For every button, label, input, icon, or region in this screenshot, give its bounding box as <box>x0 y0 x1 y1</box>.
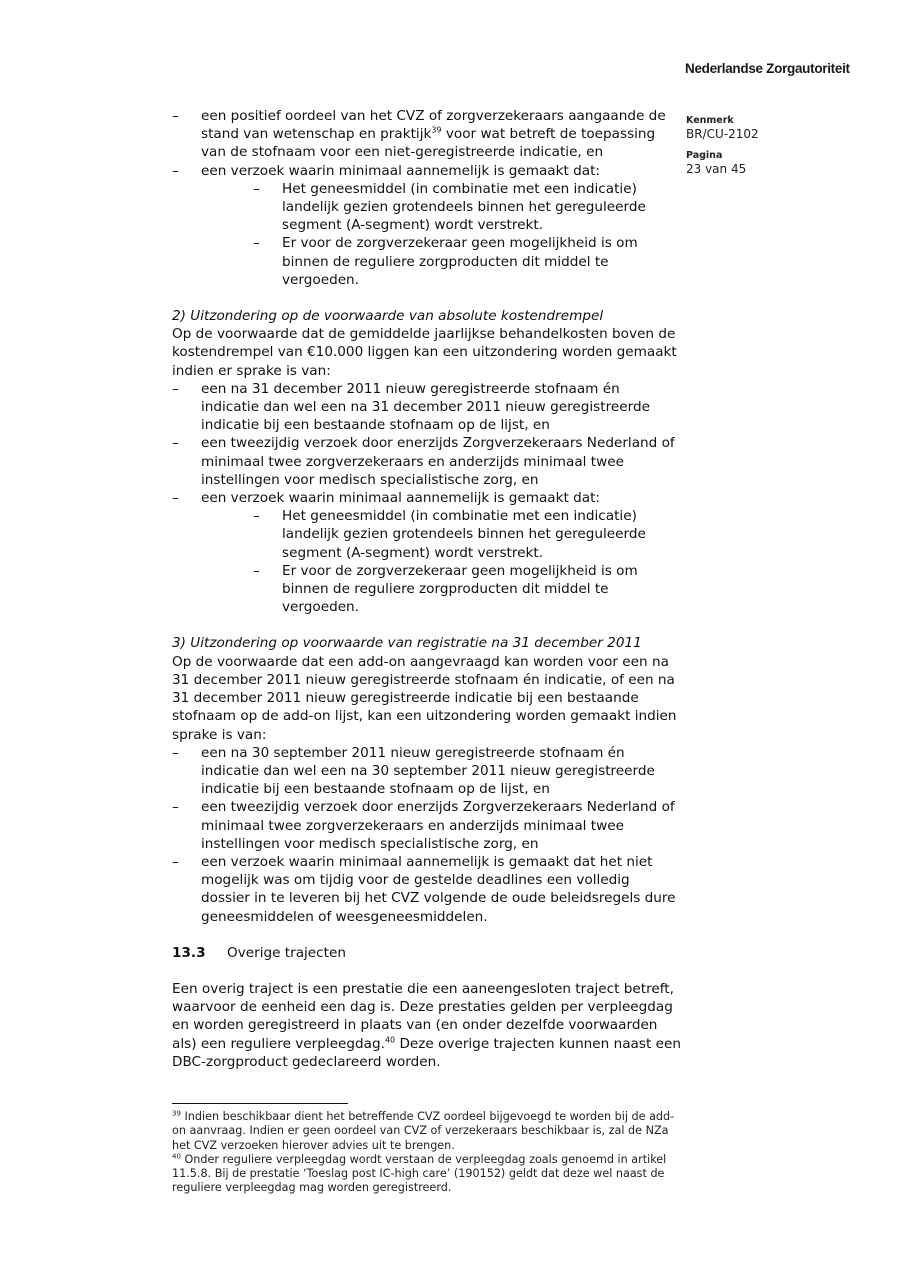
dash-bullet: – <box>172 490 179 507</box>
pagina-label: Pagina <box>686 150 723 161</box>
list-item: – een tweezijdig verzoek door enerzijds Zorgverzekeraars Nederland of minimaal twee zorgverzekeraars en anderzijds minimaal twee instellingen voor medisch specialistische zorg, en <box>172 435 675 488</box>
dash-bullet: – <box>172 162 179 179</box>
kenmerk-block <box>686 115 759 142</box>
section-number: 13.3 <box>172 944 206 961</box>
dash-bullet: – <box>172 380 179 397</box>
dash-bullet: – <box>253 180 260 197</box>
footnote-number: 39 <box>172 1109 181 1118</box>
footnote-39: $^{39}$ Indien beschikbaar dient het betreffende CVZ oordeel bijgevoegd te worden bij de add-on aanvraag. Indien er geen oordeel van CVZ of verzekeraars beschikbaar is, zal de NZa het CVZ verzoeken hierover advies uit te brengen. <box>172 1109 675 1152</box>
sub-list-item: – Het geneesmiddel (in combinatie met een indicatie) landelijk gezien grotendeels binnen het gereguleerde segment (A-segment) wordt verstrekt. <box>253 508 646 561</box>
kenmerk-value: BR/CU-2102 <box>686 127 759 141</box>
dash-bullet: – <box>172 435 179 452</box>
pagina-value: 23 van 45 <box>686 162 747 176</box>
section-2-heading: 2) Uitzondering op de voorwaarde van absolute kostendrempel <box>172 308 604 325</box>
list-item: – een verzoek waarin minimaal aannemelijk is gemaakt dat het niet mogelijk was om tijdig voor de gestelde deadlines een volledig dossier in te leveren bij het CVZ volgende de oude beleidsregels dure geneesmiddelen of weesgeneesmiddelen. <box>172 853 676 925</box>
section-13-3-heading <box>172 944 682 962</box>
section-3-intro: Op de voorwaarde dat een add-on aangevraagd kan worden voor een na 31 december 2011 nieuw geregistreerde stofnaam én indicatie, of een na 31 december 2011 nieuw geregistreerde indicatie bij een bestaande stofnaam op de add-on lijst, kan een uitzondering worden gemaakt indien sprake is van: <box>172 653 677 743</box>
dash-bullet: – <box>253 562 260 579</box>
dash-bullet: – <box>172 853 179 870</box>
kenmerk-label: Kenmerk <box>686 115 734 126</box>
footnote-ref[interactable]: 40 <box>384 1035 396 1045</box>
footnote-divider <box>172 1103 348 1104</box>
dash-bullet: – <box>253 235 260 252</box>
list-item: – een verzoek waarin minimaal aannemelijk is gemaakt dat: <box>172 162 601 179</box>
section-13-3-paragraph: Een overig traject is een prestatie die een aaneengesloten traject betreft, waarvoor de eenheid een dag is. Deze prestaties gelden per verpleegdag en worden geregistreerd in plaats van (en onder dezelfde voorwaarden als) een reguliere verpleegdag.$^{40}$ Deze overige trajecten kunnen naast een DBC-zorgproduct gedeclareerd worden. <box>172 980 681 1070</box>
section-title: Overige trajecten <box>227 944 346 961</box>
section-2-intro: Op de voorwaarde dat de gemiddelde jaarlijkse behandelkosten boven de kostendrempel van €10.000 liggen kan een uitzondering worden gemaakt indien er sprake is van: <box>172 326 677 379</box>
organization-name: Nederlandse Zorgautoriteit <box>685 61 850 76</box>
document-body <box>172 107 682 1071</box>
dash-bullet: – <box>172 108 179 124</box>
pagina-block <box>686 150 746 177</box>
footnote-40: $^{40}$ Onder reguliere verpleegdag wordt verstaan de verpleegdag zoals genoemd in artikel 11.5.8. Bij de prestatie ‘Toeslag post IC-high care’ (190152) geldt dat deze wel naast de reguliere verpleegdag mag worden geregistreerd. <box>172 1152 667 1195</box>
dash-bullet: – <box>253 508 260 525</box>
sub-list-item: – Het geneesmiddel (in combinatie met een indicatie) landelijk gezien grotendeels binnen het gereguleerde segment (A-segment) wordt verstrekt. <box>253 180 646 234</box>
footnote-number: 40 <box>172 1152 181 1161</box>
sub-list-item: – Er voor de zorgverzekeraar geen mogelijkheid is om binnen de reguliere zorgproducten dit middel te vergoeden. <box>253 562 638 616</box>
list-item: – een tweezijdig verzoek door enerzijds Zorgverzekeraars Nederland of minimaal twee zorgverzekeraars en anderzijds minimaal twee instellingen voor medisch specialistische zorg, en <box>172 799 675 852</box>
list-item: – een verzoek waarin minimaal aannemelijk is gemaakt dat: <box>172 490 601 507</box>
list-item: – een na 30 september 2011 nieuw geregistreerde stofnaam én indicatie dan wel een na 30 september 2011 nieuw geregistreerde indicatie bij een bestaande stofnaam op de lijst, en <box>172 744 655 798</box>
section-3-heading: 3) Uitzondering op voorwaarde van registratie na 31 december 2011 <box>172 635 642 652</box>
footnote-ref[interactable]: 39 <box>431 125 442 135</box>
dash-bullet: – <box>172 799 179 816</box>
sub-list-item: – Er voor de zorgverzekeraar geen mogelijkheid is om binnen de reguliere zorgproducten dit middel te vergoeden. <box>253 235 638 288</box>
dash-bullet: – <box>172 744 179 761</box>
list-item: – een na 31 december 2011 nieuw geregistreerde stofnaam én indicatie dan wel een na 31 december 2011 nieuw geregistreerde indicatie bij een bestaande stofnaam op de lijst, en <box>172 380 650 434</box>
footnotes <box>172 1110 687 1196</box>
list-item: – een positief oordeel van het CVZ of zorgverzekeraars aangaande de stand van wetenschap en praktijk$^{39}$ voor wat betreft de toepassing van de stofnaam voor een niet-geregistreerde indicatie, en <box>172 108 666 161</box>
